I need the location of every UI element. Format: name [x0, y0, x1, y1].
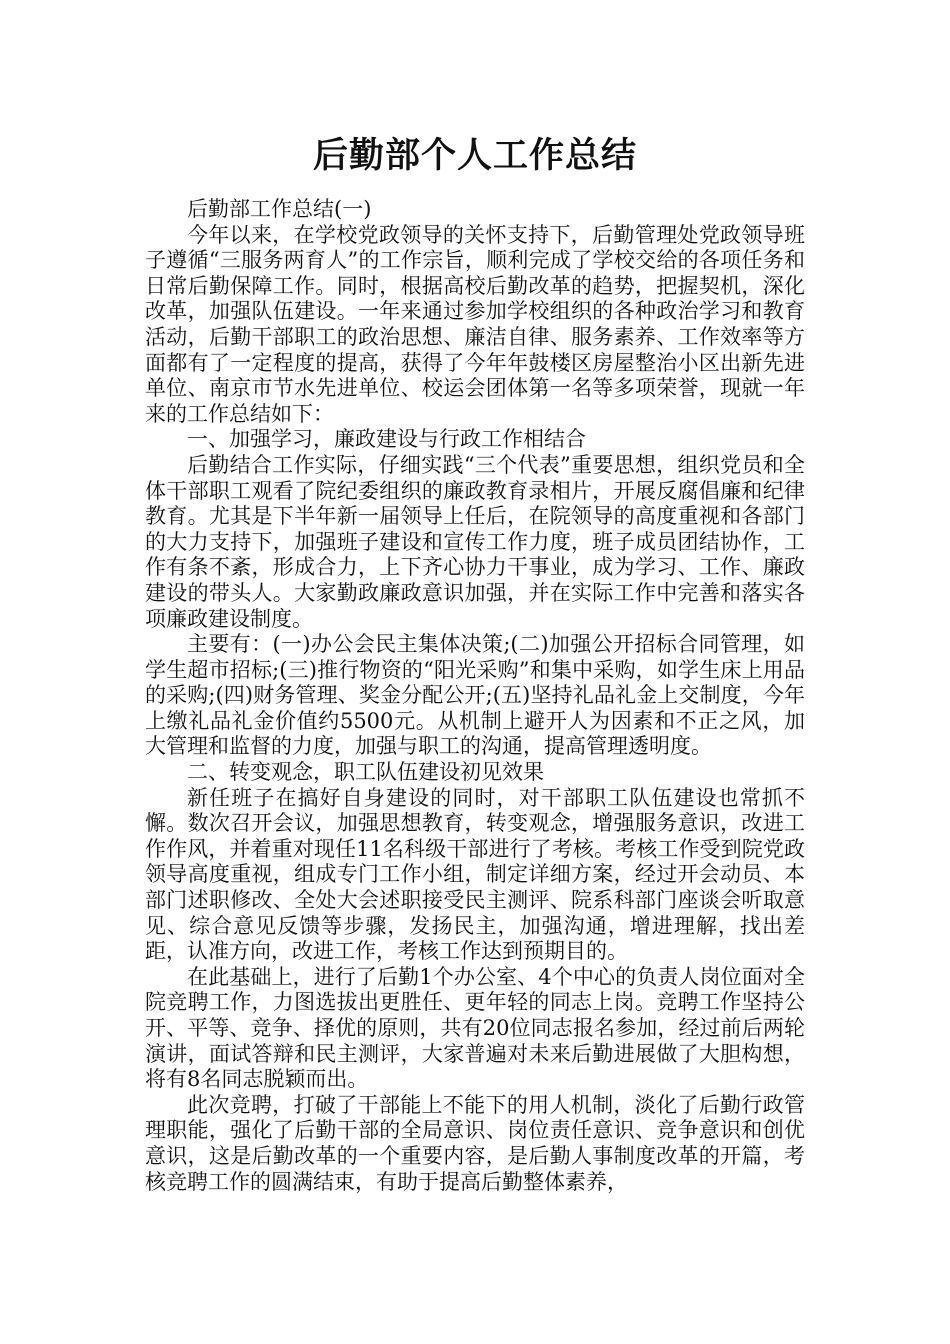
body-paragraph: 后勤结合工作实际，仔细实践“三个代表”重要思想，组织党员和全体干部职工观看了院纪委组织的廉政教育录相片，开展反腐倡廉和纪律教育。尤其是下半年新一届领导上任后，在院领导的高度重视和各部门的大力支持下，加强班子建设和宣传工作力度，班子成员团结协作，工作有条不紊，形成合力，上下齐心协力干事业，成为学习、工作、廉政建设的带头人。大家勤政廉政意识加强，并在实际工作中完善和落实各项廉政建设制度。 — [145, 452, 805, 631]
body-paragraph: 在此基础上，进行了后勤1个办公室、4个中心的负责人岗位面对全院竞聘工作，力图选拔出更胜任、更年轻的同志上岗。竞聘工作坚持公开、平等、竞争、择优的原则，共有20位同志报名参加，经过前后两轮演讲，面试答辩和民主测评，大家普遍对未来后勤进展做了大胆构想，将有8名同志脱颖而出。 — [145, 964, 805, 1092]
body-paragraph: 今年以来，在学校党政领导的关怀支持下，后勤管理处党政领导班子遵循“三服务两育人”的工作宗旨，顺利完成了学校交给的各项任务和日常后勤保障工作。同时，根据高校后勤改革的趋势，把握契机，深化改革，加强队伍建设。一年来通过参加学校组织的各种政治学习和教育活动，后勤干部职工的政治思想、廉洁自律、服务素养、工作效率等方面都有了一定程度的提高，获得了今年年鼓楼区房屋整治小区出新先进单位、南京市节水先进单位、校运会团体第一名等多项荣誉，现就一年来的工作总结如下： — [145, 222, 805, 426]
body-paragraph: 此次竞聘，打破了干部能上不能下的用人机制，淡化了后勤行政管理职能，强化了后勤干部的全局意识、岗位责任意识、竞争意识和创优意识，这是后勤改革的一个重要内容，是后勤人事制度改革的开篇，考核竞聘工作的圆满结束，有助于提高后勤整体素养， — [145, 1092, 805, 1194]
document-title: 后勤部个人工作总结 — [312, 136, 637, 176]
body-paragraph: 主要有：(一)办公会民主集体决策;(二)加强公开招标合同管理，如学生超市招标;(三)推行物资的“阳光采购”和集中采购，如学生床上用品的采购;(四)财务管理、奖金分配公开;(五)坚持礼品礼金上交制度，今年上缴礼品礼金价值约5500元。从机制上避开人为因素和不正之风，加大管理和监督的力度，加强与职工的沟通，提高管理透明度。 — [145, 632, 805, 759]
body-paragraph: 新任班子在搞好自身建设的同时，对干部职工队伍建设也常抓不懈。数次召开会议，加强思想教育，转变观念，增强服务意识，改进工作作风，并着重对现任11名科级干部进行了考核。考核工作受到院党政领导高度重视，组成专门工作小组，制定详细方案，经过开会动员、本部门述职修改、全处大会述职接受民主测评、院系科部门座谈会听取意见、综合意见反馈等步骤，发扬民主，加强沟通，增进理解，找出差距，认准方向，改进工作，考核工作达到预期目的。 — [145, 785, 805, 964]
section-heading: 一、加强学习，廉政建设与行政工作相结合 — [187, 427, 586, 452]
section-heading: 二、转变观念，职工队伍建设初见效果 — [187, 760, 544, 785]
document-body — [145, 197, 805, 1195]
section-subtitle: 后勤部工作总结(一) — [187, 197, 372, 221]
